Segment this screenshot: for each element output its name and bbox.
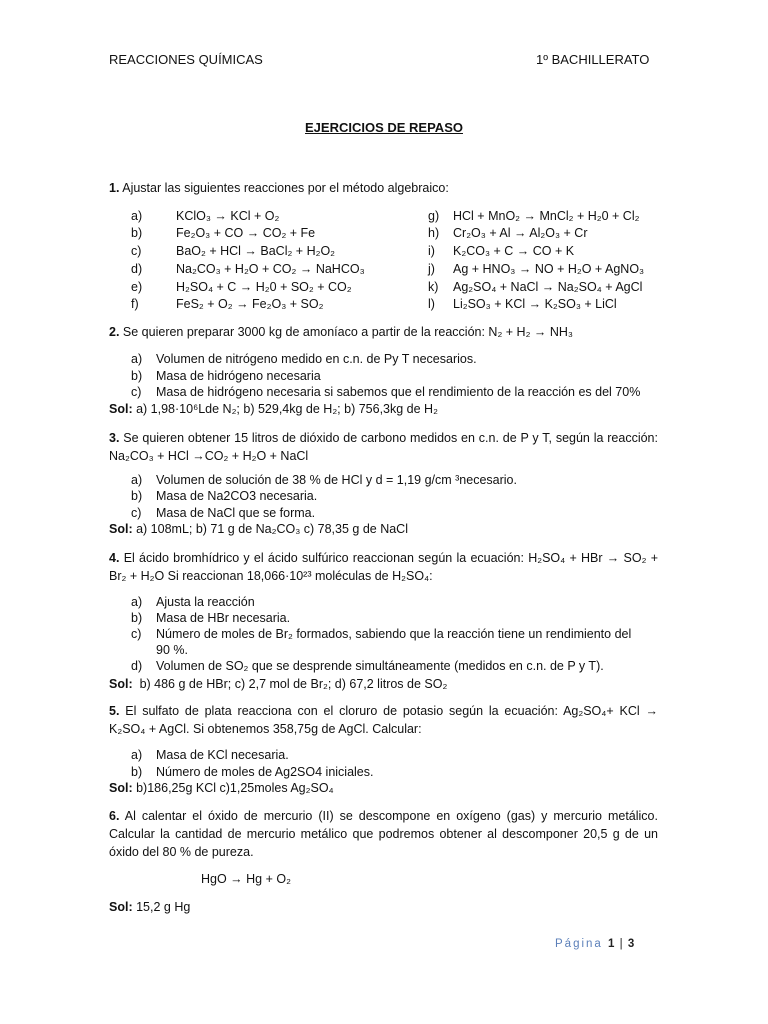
reaction-item: e) H₂SO₄ + C → H₂0 + SO₂ + CO₂ [131,280,352,294]
question-item: a) Volumen de solución de 38 % de HCl y d = 1,19 g/cm ³necesario. [131,473,517,487]
solution-label: Sol: [109,677,133,691]
reaction-item: j) Ag + HNO₃ → NO + H₂O + AgNO₃ [428,262,645,276]
exercise-1-statement [109,181,449,195]
reaction-item: d) Na₂CO₃ + H₂O + CO₂ → NaHCO₃ [131,262,365,276]
solution-text: b)186,25g KCl c)1,25moles Ag₂SO₄ [136,781,334,795]
page-number [555,938,634,950]
question-item: d) Volumen de SO₂ que se desprende simultáneamente (medidos en c.n. de P y T). [131,659,604,673]
question-item: b) Masa de HBr necesaria. [131,611,291,625]
header-left: REACCIONES QUÍMICAS [109,52,263,67]
exercise-6-equation: HgO → Hg + O₂ [201,872,291,886]
exercise-4-solution [109,677,447,691]
reaction-item: h) Cr₂O₃ + Al → Al₂O₃ + Cr [428,226,588,240]
solution-label: Sol: [109,522,133,536]
reaction-item: l) Li₂SO₃ + KCl → K₂SO₃ + LiCl [428,297,617,311]
question-item: c) Número de moles de Br₂ formados, sabiendo que la reacción tiene un rendimiento del [131,627,632,641]
exercise-4-statement [109,549,658,585]
solution-label: Sol: [109,781,133,795]
exercise-6-solution [109,900,190,914]
reaction-item: k) Ag₂SO₄ + NaCl → Na₂SO₄ + AgCl [428,280,643,294]
exercise-4-text: El ácido bromhídrico y el ácido sulfúrico reaccionan según la ecuación: H₂SO₄ + HBr → SO₂ + Br₂ + H₂O Si reaccionan 18,066·10²³ moléculas de H₂SO₄: [109,551,658,583]
exercise-1-text: Ajustar las siguientes reacciones por el método algebraico: [122,181,449,195]
question-item: a) Masa de KCl necesaria. [131,748,289,762]
exercise-6-text: Al calentar el óxido de mercurio (II) se descompone en oxígeno (gas) y mercurio metálico. Calcular la cantidad de mercurio metálico que podremos obtener al descomponer 20,5 g de un óxido del 80 % de pureza. [109,809,658,859]
reaction-item: a) KClO₃ → KCl + O₂ [131,209,280,223]
exercise-2-solution [109,402,438,416]
question-item: c) Masa de hidrógeno necesaria si sabemos que el rendimiento de la reacción es del 70% [131,385,641,399]
exercise-3-statement [109,429,658,465]
solution-text: a) 1,98·10⁶Lde N₂; b) 529,4kg de H₂; b) 756,3kg de H₂ [136,402,438,416]
reaction-item: f) FeS₂ + O₂ → Fe₂O₃ + SO₂ [131,297,324,311]
exercise-5-text: El sulfato de plata reacciona con el cloruro de potasio según la ecuación: Ag₂SO₄+ KCl → K₂SO₄ + AgCl. Si obtenemos 358,75g de AgCl. Calcular: [109,704,658,736]
total-pages: 3 [627,938,635,950]
current-page: 1 [608,938,615,950]
solution-label: Sol: [109,402,133,416]
page-title: EJERCICIOS DE REPASO [305,120,463,135]
solution-text: b) 486 g de HBr; c) 2,7 mol de Br₂; d) 67,2 litros de SO₂ [139,677,448,691]
question-item-continued: 90 %. [156,643,188,657]
reaction-item: g) HCl + MnO₂ → MnCl₂ + H₂0 + Cl₂ [428,209,640,223]
question-item: a) Ajusta la reacción [131,595,255,609]
exercise-5-statement [109,702,658,738]
question-item: a) Volumen de nitrógeno medido en c.n. de Py T necesarios. [131,352,477,366]
exercise-5-number: 5. [109,704,120,718]
exercise-6-number: 6. [109,809,120,823]
solution-text: a) 108mL; b) 71 g de Na₂CO₃ c) 78,35 g de NaCl [136,522,408,536]
exercise-2-text: Se quieren preparar 3000 kg de amoníaco a partir de la reacción: N₂ + H₂ → NH₃ [122,325,574,339]
exercise-2-number: 2. [109,325,120,339]
question-item: b) Número de moles de Ag2SO4 iniciales. [131,765,374,779]
solution-label: Sol: [109,900,133,914]
reaction-item: b) Fe₂O₃ + CO → CO₂ + Fe [131,226,316,240]
exercise-3-text: Se quieren obtener 15 litros de dióxido de carbono medidos en c.n. de P y T, según la reacción: Na₂CO₃ + HCl →CO₂ + H₂O + NaCl [109,431,658,463]
exercise-6-statement [109,807,658,861]
reaction-item: i) K₂CO₃ + C → CO + K [428,244,575,258]
reaction-item: c) BaO₂ + HCl → BaCl₂ + H₂O₂ [131,244,336,258]
exercise-1-number: 1. [109,181,120,195]
question-item: b) Masa de Na2CO3 necesaria. [131,489,318,503]
page-separator: | [619,938,623,950]
question-item: c) Masa de NaCl que se forma. [131,506,316,520]
header-right: 1º BACHILLERATO [536,52,650,67]
exercise-2-statement [109,325,573,339]
question-item: b) Masa de hidrógeno necesaria [131,369,321,383]
exercise-3-solution [109,522,408,536]
exercise-5-solution [109,781,334,795]
exercise-4-number: 4. [109,551,120,565]
exercise-3-number: 3. [109,431,120,445]
solution-text: 15,2 g Hg [136,900,191,914]
page-word: Página [555,938,603,950]
